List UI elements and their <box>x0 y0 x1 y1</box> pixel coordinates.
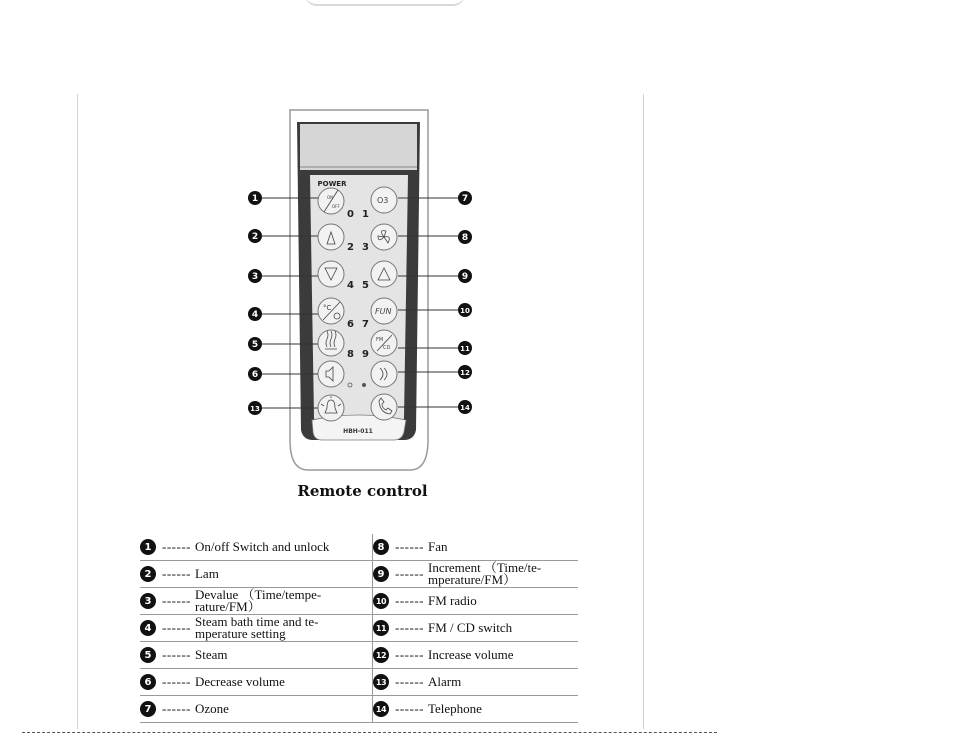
volume-up-button[interactable] <box>371 361 397 387</box>
legend-number-badge: 9 <box>373 566 389 582</box>
fm-text-icon: FM <box>376 337 384 343</box>
legend-dashes: ------ <box>395 566 424 581</box>
svg-text:3: 3 <box>251 272 259 282</box>
fun-icon: FUN <box>375 307 392 316</box>
digit-6: 6 <box>347 319 354 330</box>
digit-4: 4 <box>347 280 354 291</box>
svg-text:8: 8 <box>461 233 469 243</box>
legend-cell <box>373 615 579 642</box>
callout-1 <box>248 191 262 205</box>
legend-number-badge: 2 <box>140 566 156 582</box>
svg-text:5: 5 <box>251 340 259 350</box>
legend-cell <box>140 669 373 696</box>
legend-number-badge: 14 <box>373 701 389 717</box>
legend-row <box>140 534 578 561</box>
legend-row <box>140 669 578 696</box>
legend-number-badge: 5 <box>140 647 156 663</box>
legend-label: FM radio <box>427 593 477 608</box>
legend-cell <box>373 534 579 561</box>
telephone-button[interactable] <box>371 394 397 420</box>
legend-dashes: ------ <box>162 566 191 581</box>
legend-label: Ozone <box>194 701 229 716</box>
legend-cell <box>140 615 373 642</box>
callout-5 <box>248 337 262 351</box>
legend-row <box>140 642 578 669</box>
legend-number-badge: 7 <box>140 701 156 717</box>
legend-number-badge: 4 <box>140 620 156 636</box>
legend-table <box>140 534 578 723</box>
legend-dashes: ------ <box>162 647 191 662</box>
legend-label: Increase volume <box>427 647 514 662</box>
power-label: POWER <box>317 180 347 188</box>
remote-display-panel <box>300 124 417 170</box>
legend-row <box>140 615 578 642</box>
callout-10 <box>458 303 472 317</box>
legend-label: Devalue （Time/tempe- rature/FM） <box>194 587 322 614</box>
svg-text:9: 9 <box>461 272 469 282</box>
callout-13 <box>248 401 262 415</box>
legend-dashes: ------ <box>162 701 191 716</box>
callout-11 <box>458 341 472 355</box>
degree-icon: °C <box>323 304 332 312</box>
bottom-dashed-divider <box>22 732 717 733</box>
lamp-button[interactable] <box>318 224 344 250</box>
callout-14 <box>458 400 472 414</box>
moon-icon <box>362 383 366 387</box>
callout-3 <box>248 269 262 283</box>
legend-cell <box>140 561 373 588</box>
legend-label: Steam <box>194 647 228 662</box>
callout-12 <box>458 365 472 379</box>
onoff-on-text: ON <box>327 195 334 200</box>
callout-6 <box>248 367 262 381</box>
digit-5: 5 <box>362 280 369 291</box>
devalue-button[interactable] <box>318 261 344 287</box>
legend-label: Fan <box>427 539 448 554</box>
legend-dashes: ------ <box>395 674 424 689</box>
legend-label: Increment （Time/te- mperature/FM） <box>427 560 542 587</box>
digit-0: 0 <box>347 209 354 220</box>
model-label: HBH-011 <box>343 428 373 435</box>
steam-button[interactable] <box>318 330 344 356</box>
legend-row <box>140 696 578 723</box>
alarm-button[interactable] <box>318 395 344 421</box>
legend-row <box>140 588 578 615</box>
volume-down-button[interactable] <box>318 361 344 387</box>
legend-number-badge: 12 <box>373 647 389 663</box>
legend-label: Steam bath time and te- mperature setting <box>194 614 319 641</box>
callout-4 <box>248 307 262 321</box>
svg-text:4: 4 <box>251 310 259 320</box>
legend-dashes: ------ <box>395 539 424 554</box>
legend-cell <box>140 696 373 723</box>
legend-cell <box>373 669 579 696</box>
svg-text:14: 14 <box>460 404 470 412</box>
callout-9 <box>458 269 472 283</box>
legend-number-badge: 6 <box>140 674 156 690</box>
ozone-icon: O3 <box>377 196 389 205</box>
legend-cell <box>373 588 579 615</box>
legend-label: On/off Switch and unlock <box>194 539 330 554</box>
svg-text:6: 6 <box>251 370 259 380</box>
svg-text:11: 11 <box>460 345 470 353</box>
svg-text:12: 12 <box>460 369 470 377</box>
increment-button[interactable] <box>371 261 397 287</box>
legend-dashes: ------ <box>162 593 191 608</box>
svg-text:2: 2 <box>251 232 259 242</box>
svg-text:10: 10 <box>460 307 470 315</box>
legend-cell <box>373 642 579 669</box>
digit-3: 3 <box>362 242 369 253</box>
onoff-off-text: OFF <box>332 204 340 209</box>
legend-number-badge: 11 <box>373 620 389 636</box>
legend-number-badge: 3 <box>140 593 156 609</box>
callout-7 <box>458 191 472 205</box>
svg-text:1: 1 <box>251 194 259 204</box>
legend-cell <box>140 534 373 561</box>
digit-8: 8 <box>347 349 354 360</box>
legend-dashes: ------ <box>162 620 191 635</box>
legend-cell <box>373 561 579 588</box>
legend-number-badge: 13 <box>373 674 389 690</box>
legend-label: FM / CD switch <box>427 620 513 635</box>
digit-7: 7 <box>362 319 369 330</box>
legend-dashes: ------ <box>395 593 424 608</box>
legend-cell <box>140 588 373 615</box>
legend-label: Lam <box>194 566 219 581</box>
legend-row <box>140 561 578 588</box>
digit-2: 2 <box>347 242 354 253</box>
legend-cell <box>373 696 579 723</box>
digit-1: 1 <box>362 209 369 220</box>
svg-text:7: 7 <box>461 194 469 204</box>
legend-label: Telephone <box>427 701 482 716</box>
legend-dashes: ------ <box>395 701 424 716</box>
callout-2 <box>248 229 262 243</box>
digit-9: 9 <box>362 349 369 360</box>
legend-dashes: ------ <box>162 674 191 689</box>
legend-dashes: ------ <box>395 620 424 635</box>
legend-number-badge: 8 <box>373 539 389 555</box>
legend-dashes: ------ <box>162 539 191 554</box>
cd-text-icon: CD <box>383 345 391 351</box>
callout-8 <box>458 230 472 244</box>
legend-number-badge: 1 <box>140 539 156 555</box>
legend-number-badge: 10 <box>373 593 389 609</box>
legend-label: Decrease volume <box>194 674 285 689</box>
diagram-caption: Remote control <box>297 482 428 500</box>
legend-dashes: ------ <box>395 647 424 662</box>
legend-cell <box>140 642 373 669</box>
legend-label: Alarm <box>427 674 462 689</box>
svg-text:13: 13 <box>250 405 260 413</box>
